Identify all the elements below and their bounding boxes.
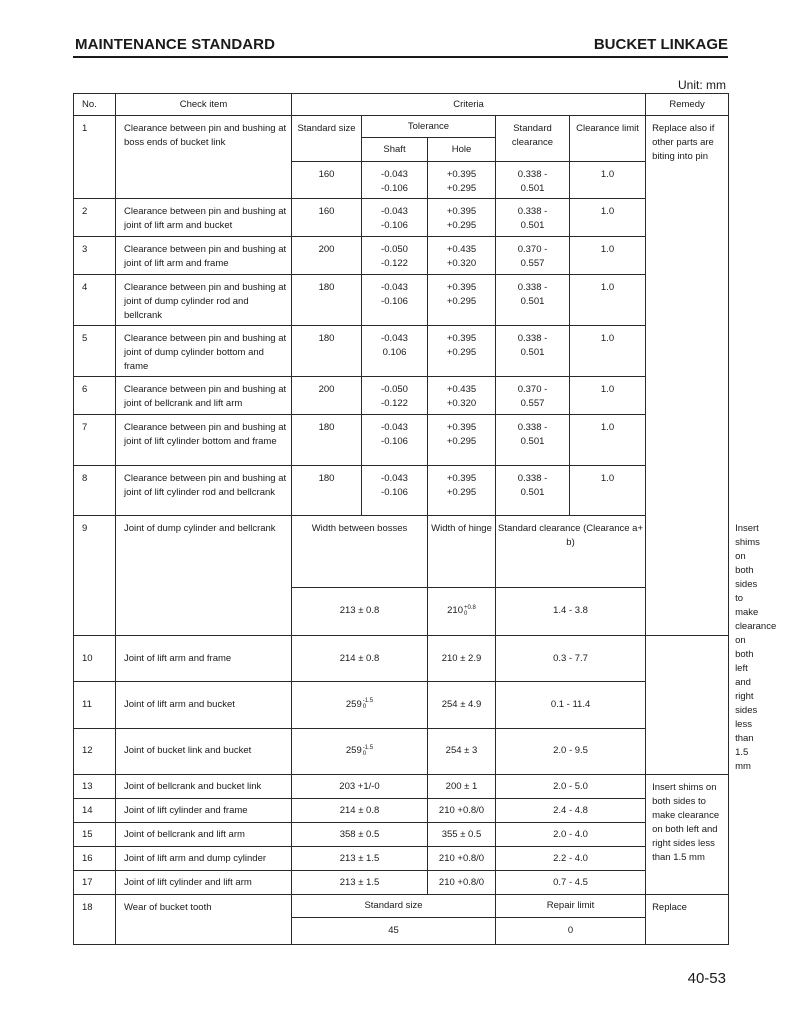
standard-size: 180 — [292, 415, 362, 466]
width-of-hinge: 210 +0.8/0 — [428, 847, 496, 871]
hole-tolerance — [428, 162, 496, 199]
clearance-limit: 1.0 — [570, 275, 646, 326]
table-row — [74, 728, 729, 774]
standard-clearance-header: Standard clearance — [496, 116, 570, 162]
check-item: Clearance between pin and bushing at joint of lift arm and bucket — [116, 199, 292, 237]
bosses-upper: -1.5 — [362, 698, 374, 705]
shaft-lower: -0.106 — [381, 296, 408, 307]
joint-clearance: 0.3 - 7.7 — [496, 635, 646, 681]
row-number: 18 — [74, 895, 116, 945]
hole-lower: +0.295 — [446, 296, 477, 307]
hinge-base: 210 — [447, 605, 463, 617]
hole-upper: +0.395 — [446, 333, 477, 344]
check-item: Clearance between pin and bushing at joint of lift cylinder bottom and frame — [116, 415, 292, 466]
shaft-tolerance — [362, 162, 428, 199]
row-number: 7 — [74, 415, 116, 466]
row-number: 4 — [74, 275, 116, 326]
hole-upper: +0.395 — [446, 282, 477, 293]
hole-upper: +0.395 — [446, 169, 477, 180]
width-of-hinge — [428, 587, 496, 635]
hole-tolerance — [428, 466, 496, 516]
width-of-hinge: 200 ± 1 — [428, 775, 496, 799]
clearance-limit: 1.0 — [570, 466, 646, 516]
width-between-bosses: 213 ± 1.5 — [292, 871, 428, 895]
clearance-from: 0.338 - — [517, 169, 548, 180]
hinge-lower: 0 — [464, 610, 468, 617]
width-between-bosses: 203 +1/-0 — [292, 775, 428, 799]
joint-clearance-header: Standard clearance (Clearance a+ b) — [496, 516, 646, 588]
clearance-to: 0.501 — [520, 183, 545, 194]
standard-clearance — [496, 415, 570, 466]
hole-tolerance — [428, 275, 496, 326]
column-header-no: No. — [74, 94, 116, 116]
shaft-upper: -0.043 — [381, 169, 408, 180]
clearance-from: 0.338 - — [517, 333, 548, 344]
table-row — [74, 377, 729, 415]
hole-lower: +0.295 — [446, 436, 477, 447]
row-number: 8 — [74, 466, 116, 516]
hole-lower: +0.295 — [446, 347, 477, 358]
check-item: Clearance between pin and bushing at joint of lift arm and frame — [116, 237, 292, 275]
hole-header: Hole — [428, 138, 496, 162]
column-header-criteria: Criteria — [292, 94, 646, 116]
clearance-limit: 1.0 — [570, 199, 646, 237]
chapter-title: BUCKET LINKAGE — [593, 36, 728, 53]
remedy-insert-shims: Insert shims on both sides to make clearance on both left and right sides less than 1.5 mm — [646, 775, 729, 895]
standard-clearance — [496, 237, 570, 275]
joint-clearance: 0.1 - 11.4 — [496, 682, 646, 728]
column-header-remedy: Remedy — [646, 94, 729, 116]
row-number: 2 — [74, 199, 116, 237]
shaft-tolerance — [362, 326, 428, 377]
shaft-lower: -0.106 — [381, 436, 408, 447]
hole-upper: +0.395 — [446, 206, 477, 217]
clearance-limit: 1.0 — [570, 162, 646, 199]
hole-tolerance — [428, 377, 496, 415]
shaft-upper: -0.043 — [381, 473, 408, 484]
standard-size: 180 — [292, 466, 362, 516]
clearance-limit: 1.0 — [570, 237, 646, 275]
clearance-limit: 1.0 — [570, 377, 646, 415]
bosses-lower: 0 — [362, 750, 367, 757]
clearance-limit: 1.0 — [570, 326, 646, 377]
hole-tolerance — [428, 326, 496, 377]
clearance-limit: 1.0 — [570, 415, 646, 466]
check-item: Joint of lift cylinder and frame — [116, 799, 292, 823]
check-item: Joint of lift arm and bucket — [116, 682, 292, 728]
table-row — [74, 895, 729, 918]
width-between-bosses — [292, 682, 428, 728]
clearance-to: 0.557 — [520, 398, 545, 409]
standard-clearance — [496, 275, 570, 326]
clearance-from: 0.338 - — [517, 206, 548, 217]
shaft-tolerance — [362, 199, 428, 237]
standard-size: 180 — [292, 275, 362, 326]
bosses-lower: 0 — [362, 704, 367, 711]
remedy-replace-pin: Replace also if other parts are biting into pin — [646, 116, 729, 636]
width-between-bosses-header: Width between bosses — [292, 516, 428, 588]
row-number: 6 — [74, 377, 116, 415]
clearance-to: 0.501 — [520, 347, 545, 358]
standard-size-header: Standard size — [292, 895, 496, 918]
bosses-base: 259 — [345, 698, 362, 710]
standard-clearance — [496, 466, 570, 516]
clearance-from: 0.370 - — [517, 244, 548, 255]
hole-upper: +0.435 — [446, 244, 477, 255]
table-row — [74, 635, 729, 681]
table-row — [74, 116, 729, 138]
clearance-to: 0.557 — [520, 258, 545, 269]
tolerance-header: Tolerance — [362, 116, 496, 138]
shaft-tolerance — [362, 466, 428, 516]
standard-size: 160 — [292, 162, 362, 199]
row-number: 9 — [74, 516, 116, 636]
repair-limit-header: Repair limit — [496, 895, 646, 918]
shaft-header: Shaft — [362, 138, 428, 162]
shaft-tolerance — [362, 275, 428, 326]
clearance-to: 0.501 — [520, 220, 545, 231]
remedy-replace-tooth: Replace — [646, 895, 729, 945]
clearance-from: 0.370 - — [517, 384, 548, 395]
hinge-tolerance-stack — [464, 605, 476, 617]
bosses-tolerance-stack — [363, 698, 373, 710]
table-row — [74, 199, 729, 237]
shaft-tolerance — [362, 415, 428, 466]
hole-upper: +0.395 — [446, 422, 477, 433]
repair-limit: 0 — [496, 918, 646, 945]
clearance-from: 0.338 - — [517, 473, 548, 484]
shaft-lower: -0.106 — [381, 183, 408, 194]
shaft-upper: -0.043 — [381, 206, 408, 217]
hole-lower: +0.320 — [446, 258, 477, 269]
joint-clearance: 1.4 - 3.8 — [496, 587, 646, 635]
hole-tolerance — [428, 415, 496, 466]
width-between-bosses — [292, 728, 428, 774]
clearance-from: 0.338 - — [517, 282, 548, 293]
hole-lower: +0.320 — [446, 398, 477, 409]
row-number: 5 — [74, 326, 116, 377]
table-row — [74, 415, 729, 466]
unit-label: Unit: mm — [678, 78, 726, 92]
table-row — [74, 775, 729, 799]
clearance-limit-header: Clearance limit — [570, 116, 646, 162]
row-number: 16 — [74, 847, 116, 871]
width-of-hinge: 254 ± 4.9 — [428, 682, 496, 728]
row-number: 13 — [74, 775, 116, 799]
hole-lower: +0.295 — [446, 183, 477, 194]
check-item: Clearance between pin and bushing at boss ends of bucket link — [116, 116, 292, 199]
table-row — [74, 326, 729, 377]
joint-clearance: 0.7 - 4.5 — [496, 871, 646, 895]
check-item: Joint of bucket link and bucket — [116, 728, 292, 774]
table-row — [74, 847, 729, 871]
check-item: Joint of dump cylinder and bellcrank — [116, 516, 292, 636]
shaft-lower: -0.106 — [381, 220, 408, 231]
row-number: 11 — [74, 682, 116, 728]
shaft-upper: -0.050 — [381, 244, 408, 255]
table-row — [74, 237, 729, 275]
shaft-tolerance — [362, 377, 428, 415]
bosses-tolerance-stack — [363, 745, 373, 757]
page-number: 40-53 — [687, 970, 726, 987]
standard-clearance — [496, 162, 570, 199]
joint-clearance: 2.4 - 4.8 — [496, 799, 646, 823]
row-number: 10 — [74, 635, 116, 681]
row-number: 15 — [74, 823, 116, 847]
shaft-upper: -0.043 — [381, 282, 408, 293]
bosses-upper: -1.5 — [362, 744, 374, 751]
hole-upper: +0.435 — [446, 384, 477, 395]
shaft-lower: -0.122 — [381, 258, 408, 269]
shaft-upper: -0.043 — [381, 333, 408, 344]
clearance-from: 0.338 - — [517, 422, 548, 433]
check-item: Joint of lift cylinder and lift arm — [116, 871, 292, 895]
hole-tolerance — [428, 237, 496, 275]
table-row — [74, 275, 729, 326]
shaft-tolerance — [362, 237, 428, 275]
check-item: Clearance between pin and bushing at joint of bellcrank and lift arm — [116, 377, 292, 415]
column-header-check-item: Check item — [116, 94, 292, 116]
standard-size: 45 — [292, 918, 496, 945]
table-row — [74, 682, 729, 728]
standard-clearance — [496, 377, 570, 415]
joint-clearance: 2.0 - 4.0 — [496, 823, 646, 847]
row-number: 14 — [74, 799, 116, 823]
width-between-bosses: 358 ± 0.5 — [292, 823, 428, 847]
joint-clearance: 2.0 - 9.5 — [496, 728, 646, 774]
hole-lower: +0.295 — [446, 487, 477, 498]
table-header-row — [74, 94, 729, 116]
row-number: 12 — [74, 728, 116, 774]
shaft-lower: -0.122 — [381, 398, 408, 409]
check-item: Joint of bellcrank and lift arm — [116, 823, 292, 847]
table-row — [74, 823, 729, 847]
clearance-to: 0.501 — [520, 436, 545, 447]
check-item: Joint of lift arm and frame — [116, 635, 292, 681]
standard-clearance — [496, 199, 570, 237]
standard-size: 200 — [292, 377, 362, 415]
joint-clearance: 2.0 - 5.0 — [496, 775, 646, 799]
standard-size: 200 — [292, 237, 362, 275]
section-title: MAINTENANCE STANDARD — [75, 36, 276, 53]
check-item: Clearance between pin and bushing at joint of lift cylinder rod and bellcrank — [116, 466, 292, 516]
table-row — [74, 799, 729, 823]
table-row — [74, 466, 729, 516]
hole-lower: +0.295 — [446, 220, 477, 231]
joint-clearance: 2.2 - 4.0 — [496, 847, 646, 871]
check-item: Joint of bellcrank and bucket link — [116, 775, 292, 799]
bosses-base: 259 — [345, 745, 362, 757]
check-item: Clearance between pin and bushing at joint of dump cylinder rod and bellcrank — [116, 275, 292, 326]
standard-size: 180 — [292, 326, 362, 377]
width-between-bosses: 214 ± 0.8 — [292, 799, 428, 823]
width-of-hinge: 355 ± 0.5 — [428, 823, 496, 847]
check-item: Joint of lift arm and dump cylinder — [116, 847, 292, 871]
width-of-hinge: 210 +0.8/0 — [428, 799, 496, 823]
table-row: 9 Joint of dump cylinder and bellcrank Width between bosses Width of hinge Standard clearance (Clearance a+ b) Insert shims on both sides to make clearance on both left and right sides less than 1.5 mm — [74, 516, 729, 588]
hole-tolerance — [428, 199, 496, 237]
width-between-bosses: 214 ± 0.8 — [292, 635, 428, 681]
standard-size-header: Standard size — [292, 116, 362, 162]
width-between-bosses: 213 ± 0.8 — [292, 587, 428, 635]
hinge-upper: +0.8 — [464, 604, 476, 611]
width-of-hinge: 254 ± 3 — [428, 728, 496, 774]
row-number: 1 — [74, 116, 116, 199]
width-of-hinge: 210 +0.8/0 — [428, 871, 496, 895]
shaft-upper: -0.043 — [381, 422, 408, 433]
width-of-hinge: 210 ± 2.9 — [428, 635, 496, 681]
shaft-lower: -0.106 — [381, 487, 408, 498]
header-rule — [73, 56, 728, 58]
hole-upper: +0.395 — [446, 473, 477, 484]
row-number: 3 — [74, 237, 116, 275]
shaft-upper: -0.050 — [381, 384, 408, 395]
maintenance-standard-table — [73, 93, 777, 945]
clearance-to: 0.501 — [520, 487, 545, 498]
width-of-hinge-header: Width of hinge — [428, 516, 496, 588]
standard-clearance — [496, 326, 570, 377]
check-item: Clearance between pin and bushing at joint of dump cylinder bottom and frame — [116, 326, 292, 377]
check-item: Wear of bucket tooth — [116, 895, 292, 945]
standard-size: 160 — [292, 199, 362, 237]
clearance-to: 0.501 — [520, 296, 545, 307]
row-number: 17 — [74, 871, 116, 895]
width-between-bosses: 213 ± 1.5 — [292, 847, 428, 871]
table-row — [74, 871, 729, 895]
shaft-lower: 0.106 — [382, 347, 407, 358]
